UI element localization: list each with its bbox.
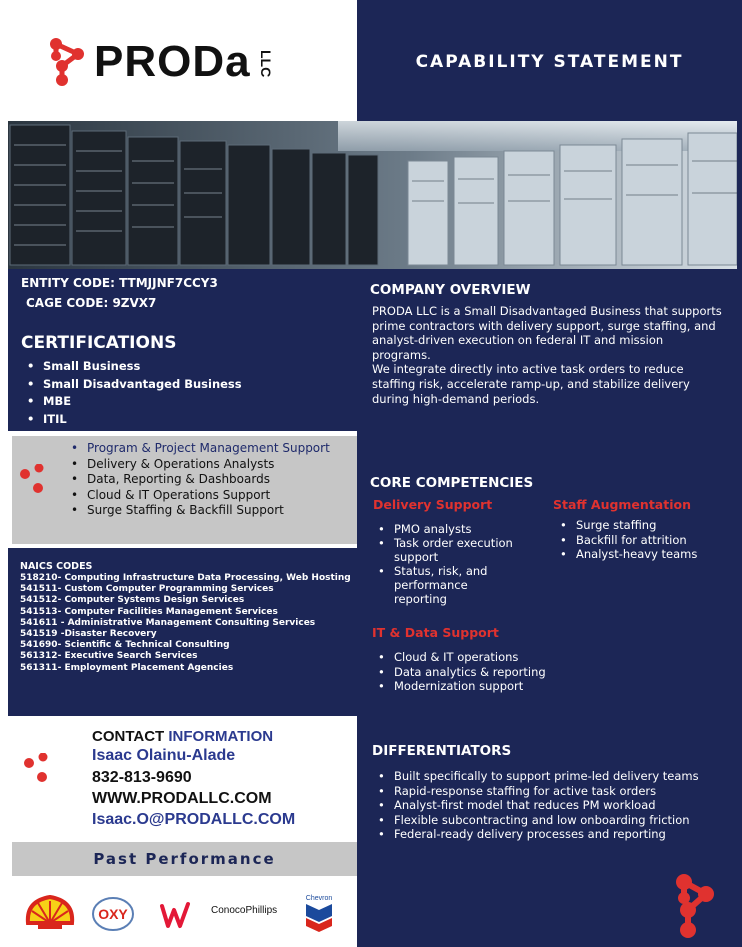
list-item: 541690- Scientific & Technical Consulting bbox=[20, 640, 230, 651]
list-item: • Surge staffing bbox=[556, 518, 697, 533]
naics-list bbox=[20, 573, 351, 674]
list-item: • Built specifically to support prime-led delivery teams bbox=[374, 769, 699, 784]
list-item: 541512- Computer Systems Design Services bbox=[20, 595, 245, 606]
server-room-image bbox=[8, 121, 737, 269]
cage-code: CAGE CODE: 9ZVX7 bbox=[26, 296, 157, 310]
contact-name: Isaac Olainu-Alade bbox=[92, 747, 236, 764]
list-item: 541611 - Administrative Management Consulting Services bbox=[20, 617, 316, 628]
company-overview-heading: COMPANY OVERVIEW bbox=[370, 282, 531, 298]
list-item: • Delivery & Operations Analysts bbox=[67, 457, 330, 473]
list-item: • Status, risk, and performance reporting bbox=[374, 564, 524, 606]
list-item: • Rapid-response staffing for active task orders bbox=[374, 784, 699, 799]
contact-email-link[interactable]: Isaac.O@PRODALLC.COM bbox=[92, 811, 296, 828]
oxy-logo bbox=[92, 897, 134, 931]
list-item: 518210- Computing Infrastructure Data Processing, Web Hosting bbox=[20, 573, 351, 583]
logo-llc-suffix: LLC bbox=[258, 50, 274, 78]
it-data-support-heading: IT & Data Support bbox=[372, 625, 499, 640]
contact-phone[interactable]: 832-813-9690 bbox=[92, 769, 192, 786]
list-item: • Data analytics & reporting bbox=[374, 665, 546, 680]
contact-heading-part1: CONTACT bbox=[92, 728, 169, 745]
list-item: • ITIL bbox=[23, 411, 242, 429]
it-data-support-list bbox=[374, 650, 546, 694]
entity-code: ENTITY CODE: TTMJJNF7CCY3 bbox=[21, 276, 218, 290]
contact-website-link[interactable]: WWW.PRODALLC.COM bbox=[92, 790, 272, 807]
list-item: 561312- Executive Search Services bbox=[20, 651, 198, 662]
list-item: 561311- Employment Placement Agencies bbox=[20, 662, 234, 673]
shell-logo bbox=[24, 893, 76, 933]
page-title: CAPABILITY STATEMENT bbox=[415, 52, 684, 72]
list-item: • Modernization support bbox=[374, 679, 546, 694]
walgreens-logo bbox=[158, 900, 198, 930]
chevron-logo-text: Chevron bbox=[305, 895, 333, 902]
contact-heading-part2: INFORMATION bbox=[168, 728, 274, 745]
conocophillips-logo: ConocoPhillips bbox=[211, 905, 278, 916]
list-item: • Backfill for attrition bbox=[556, 533, 697, 548]
delivery-support-heading: Delivery Support bbox=[373, 497, 493, 512]
overview-paragraph-2: We integrate directly into active task orders to reduce staffing risk, accelerate ramp-up, and stabilize delivery during high-demand periods. bbox=[372, 362, 690, 406]
proda-logo bbox=[48, 36, 308, 86]
dots-icon bbox=[22, 753, 52, 783]
contact-heading bbox=[92, 728, 273, 745]
past-performance-heading: Past Performance bbox=[93, 850, 276, 868]
list-item: 541511- Custom Computer Programming Services bbox=[20, 584, 274, 595]
certifications-list bbox=[23, 358, 242, 428]
staff-augmentation-list bbox=[556, 518, 697, 562]
dots-icon bbox=[18, 464, 48, 494]
list-item: • Flexible subcontracting and low onboarding friction bbox=[374, 813, 699, 828]
list-item: • Cloud & IT operations bbox=[374, 650, 546, 665]
list-item: 541513- Computer Facilities Management Services bbox=[20, 606, 278, 617]
list-item: • MBE bbox=[23, 393, 242, 411]
company-overview-text bbox=[372, 304, 722, 406]
core-competencies-heading: CORE COMPETENCIES bbox=[370, 475, 534, 491]
list-item: • Surge Staffing & Backfill Support bbox=[67, 503, 330, 519]
list-item: • Program & Project Management Support bbox=[67, 441, 330, 457]
delivery-support-list bbox=[374, 522, 524, 606]
differentiators-list bbox=[374, 769, 699, 842]
list-item: • Small Business bbox=[23, 358, 242, 376]
list-item: • Small Disadvantaged Business bbox=[23, 376, 242, 394]
list-item: • Analyst-heavy teams bbox=[556, 547, 697, 562]
naics-heading: NAICS CODES bbox=[20, 561, 93, 572]
list-item: • Data, Reporting & Dashboards bbox=[67, 472, 330, 488]
chevron-logo bbox=[303, 892, 335, 934]
oxy-logo-text: OXY bbox=[98, 906, 128, 922]
logo-wordmark: PRODa bbox=[94, 37, 251, 86]
services-list bbox=[67, 441, 330, 519]
list-item: • Federal-ready delivery processes and reporting bbox=[374, 827, 699, 842]
list-item: • Cloud & IT Operations Support bbox=[67, 488, 330, 504]
list-item: • Task order execution support bbox=[374, 536, 524, 564]
list-item: 541519 -Disaster Recovery bbox=[20, 629, 157, 640]
logo-mark-icon bbox=[674, 872, 718, 940]
differentiators-heading: DIFFERENTIATORS bbox=[372, 743, 512, 759]
staff-augmentation-heading: Staff Augmentation bbox=[553, 497, 691, 512]
list-item: • PMO analysts bbox=[374, 522, 524, 536]
certifications-heading: CERTIFICATIONS bbox=[21, 333, 177, 353]
list-item: • Analyst-first model that reduces PM workload bbox=[374, 798, 699, 813]
overview-paragraph-1: PRODA LLC is a Small Disadvantaged Business that supports prime contractors with delivery support, surge staffing, and analyst-driven execution on federal IT and mission programs. bbox=[372, 304, 722, 362]
logo-mark-icon bbox=[48, 36, 92, 86]
